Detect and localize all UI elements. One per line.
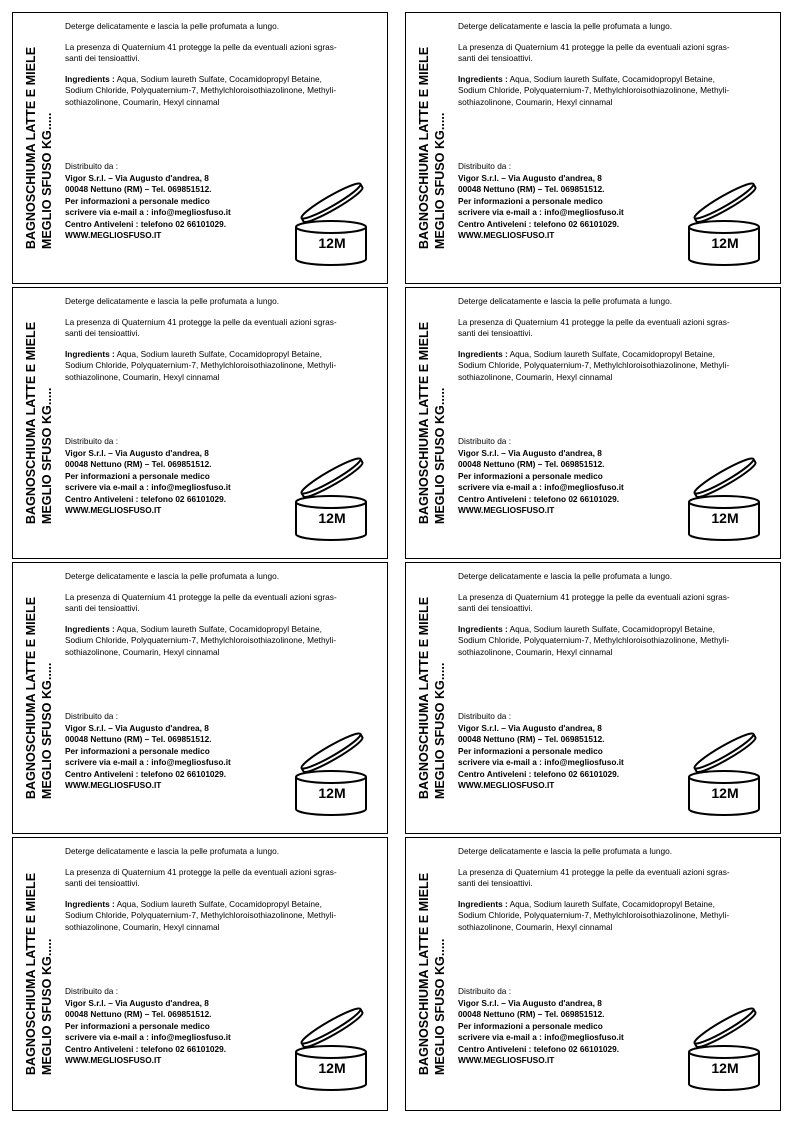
distributor-block <box>65 161 295 242</box>
ingredients-line2: Sodium Chloride, Polyquaternium-7, Methylchloroisothiazolinone, Methyli- <box>458 910 730 920</box>
period-after-opening-icon <box>686 729 764 819</box>
label-card <box>405 837 781 1111</box>
company-line: Vigor S.r.l. – Via Augusto d'andrea, 8 <box>458 172 602 183</box>
ingredients-line3: sothiazolinone, Coumarin, Hexyl cinnamal <box>458 371 613 382</box>
poison-center-line: Centro Antiveleni : telefono 02 66101029. <box>65 768 227 779</box>
vertical-product-title <box>17 563 61 833</box>
quaternium-note-line2: santi dei tensioattivi. <box>65 603 140 613</box>
product-title-line1: BAGNOSCHIUMA LATTE E MIELE <box>417 46 431 250</box>
ingredients-line1 <box>65 349 375 361</box>
website-line: WWW.MEGLIOSFUSO.IT <box>65 780 162 790</box>
address-line: 00048 Nettuno (RM) – Tel. 069851512. <box>65 1009 212 1019</box>
quaternium-note-line2: santi dei tensioattivi. <box>65 878 140 888</box>
ingredients-line3: sothiazolinone, Coumarin, Hexyl cinnamal <box>458 921 613 932</box>
ingredients-text: Aqua, Sodium laureth Sulfate, Cocamidopropyl Betaine, <box>507 348 715 359</box>
company-line: Vigor S.r.l. – Via Augusto d'andrea, 8 <box>65 722 209 733</box>
ingredients-text: Aqua, Sodium laureth Sulfate, Cocamidopropyl Betaine, <box>114 73 322 84</box>
description: Deterge delicatamente e lascia la pelle profumata a lungo. <box>65 846 280 856</box>
label-text <box>65 571 375 658</box>
company-line: Vigor S.r.l. – Via Augusto d'andrea, 8 <box>458 997 602 1008</box>
open-jar-icon <box>293 454 371 544</box>
address-line: 00048 Nettuno (RM) – Tel. 069851512. <box>65 734 212 744</box>
email-line: scrivere via e-mail a : info@megliosfuso.it <box>65 1032 231 1042</box>
ingredients-line2: Sodium Chloride, Polyquaternium-7, Methylchloroisothiazolinone, Methyli- <box>65 360 337 370</box>
period-after-opening-icon <box>686 179 764 269</box>
ingredients-text: Aqua, Sodium laureth Sulfate, Cocamidopropyl Betaine, <box>507 73 715 84</box>
quaternium-note-line2: santi dei tensioattivi. <box>65 328 140 338</box>
ingredients-line1 <box>65 624 375 636</box>
description: Deterge delicatamente e lascia la pelle profumata a lungo. <box>458 846 673 856</box>
label-card <box>405 562 781 834</box>
ingredients-text: Aqua, Sodium laureth Sulfate, Cocamidopropyl Betaine, <box>114 623 322 634</box>
email-line: scrivere via e-mail a : info@megliosfuso.it <box>458 1032 624 1042</box>
description: Deterge delicatamente e lascia la pelle profumata a lungo. <box>65 571 280 581</box>
quaternium-note-line2: santi dei tensioattivi. <box>458 53 533 63</box>
open-jar-icon <box>293 179 371 269</box>
company-line: Vigor S.r.l. – Via Augusto d'andrea, 8 <box>458 447 602 458</box>
ingredients-line3: sothiazolinone, Coumarin, Hexyl cinnamal <box>65 371 220 382</box>
distributor-block <box>65 436 295 517</box>
open-jar-icon <box>686 729 764 819</box>
product-title-line2: MEGLIO SFUSO KG..... <box>433 938 447 1076</box>
address-line: 00048 Nettuno (RM) – Tel. 069851512. <box>65 459 212 469</box>
ingredients-text: Aqua, Sodium laureth Sulfate, Cocamidopropyl Betaine, <box>114 898 322 909</box>
quaternium-note-line1: La presenza di Quaternium 41 protegge la pelle da eventuali azioni sgras- <box>458 41 730 52</box>
open-jar-icon <box>293 729 371 819</box>
ingredients-heading: Ingredients : <box>65 898 115 909</box>
label-text <box>458 571 768 658</box>
ingredients-line3: sothiazolinone, Coumarin, Hexyl cinnamal <box>65 96 220 107</box>
product-title-line2: MEGLIO SFUSO KG..... <box>433 662 447 800</box>
ingredients-heading: Ingredients : <box>458 73 508 84</box>
medical-info-line: Per informazioni a personale medico <box>65 745 210 756</box>
open-jar-icon <box>686 454 764 544</box>
ingredients-heading: Ingredients : <box>458 623 508 634</box>
medical-info-line: Per informazioni a personale medico <box>458 745 603 756</box>
address-line: 00048 Nettuno (RM) – Tel. 069851512. <box>458 184 605 194</box>
ingredients-text: Aqua, Sodium laureth Sulfate, Cocamidopropyl Betaine, <box>114 348 322 359</box>
distributor-block <box>458 986 688 1067</box>
quaternium-note-line2: santi dei tensioattivi. <box>65 53 140 63</box>
product-title-line1: BAGNOSCHIUMA LATTE E MIELE <box>24 872 38 1076</box>
period-after-opening-icon <box>293 1004 371 1094</box>
open-jar-icon <box>686 179 764 269</box>
label-text <box>65 21 375 108</box>
ingredients-heading: Ingredients : <box>458 348 508 359</box>
product-title-line1: BAGNOSCHIUMA LATTE E MIELE <box>24 46 38 250</box>
quaternium-note-line1: La presenza di Quaternium 41 protegge la pelle da eventuali azioni sgras- <box>65 591 337 602</box>
product-title-line2: MEGLIO SFUSO KG..... <box>40 938 54 1076</box>
label-text <box>458 21 768 108</box>
label-card <box>405 12 781 284</box>
poison-center-line: Centro Antiveleni : telefono 02 66101029. <box>458 768 620 779</box>
open-jar-icon <box>293 1004 371 1094</box>
poison-center-line: Centro Antiveleni : telefono 02 66101029. <box>458 1043 620 1054</box>
label-card <box>12 12 388 284</box>
label-text <box>65 296 375 383</box>
ingredients-heading: Ingredients : <box>65 73 115 84</box>
medical-info-line: Per informazioni a personale medico <box>65 1020 210 1031</box>
quaternium-note-line1: La presenza di Quaternium 41 protegge la pelle da eventuali azioni sgras- <box>65 866 337 877</box>
distributed-by-label: Distribuito da : <box>458 711 512 721</box>
pao-value: 12M <box>711 510 739 526</box>
vertical-product-title <box>410 563 454 833</box>
product-title-line1: BAGNOSCHIUMA LATTE E MIELE <box>417 596 431 800</box>
ingredients-heading: Ingredients : <box>65 348 115 359</box>
product-title-line1: BAGNOSCHIUMA LATTE E MIELE <box>24 321 38 525</box>
label-text <box>65 846 375 933</box>
poison-center-line: Centro Antiveleni : telefono 02 66101029. <box>458 493 620 504</box>
medical-info-line: Per informazioni a personale medico <box>65 470 210 481</box>
open-jar-icon <box>686 1004 764 1094</box>
distributor-block <box>65 986 295 1067</box>
website-line: WWW.MEGLIOSFUSO.IT <box>458 505 555 515</box>
ingredients-line2: Sodium Chloride, Polyquaternium-7, Methylchloroisothiazolinone, Methyli- <box>458 360 730 370</box>
poison-center-line: Centro Antiveleni : telefono 02 66101029. <box>458 218 620 229</box>
product-title-line1: BAGNOSCHIUMA LATTE E MIELE <box>417 872 431 1076</box>
address-line: 00048 Nettuno (RM) – Tel. 069851512. <box>458 1009 605 1019</box>
poison-center-line: Centro Antiveleni : telefono 02 66101029. <box>65 493 227 504</box>
label-text <box>458 846 768 933</box>
distributed-by-label: Distribuito da : <box>65 161 119 171</box>
distributed-by-label: Distribuito da : <box>458 161 512 171</box>
product-title-line2: MEGLIO SFUSO KG..... <box>40 662 54 800</box>
ingredients-line3: sothiazolinone, Coumarin, Hexyl cinnamal <box>458 96 613 107</box>
ingredients-line1 <box>458 624 768 636</box>
company-line: Vigor S.r.l. – Via Augusto d'andrea, 8 <box>458 722 602 733</box>
description: Deterge delicatamente e lascia la pelle profumata a lungo. <box>65 21 280 31</box>
company-line: Vigor S.r.l. – Via Augusto d'andrea, 8 <box>65 172 209 183</box>
ingredients-line1 <box>458 349 768 361</box>
ingredients-line2: Sodium Chloride, Polyquaternium-7, Methylchloroisothiazolinone, Methyli- <box>458 635 730 645</box>
company-line: Vigor S.r.l. – Via Augusto d'andrea, 8 <box>65 447 209 458</box>
ingredients-line2: Sodium Chloride, Polyquaternium-7, Methylchloroisothiazolinone, Methyli- <box>65 910 337 920</box>
vertical-product-title <box>17 838 61 1110</box>
distributor-block <box>458 161 688 242</box>
quaternium-note-line1: La presenza di Quaternium 41 protegge la pelle da eventuali azioni sgras- <box>458 591 730 602</box>
description: Deterge delicatamente e lascia la pelle profumata a lungo. <box>458 21 673 31</box>
email-line: scrivere via e-mail a : info@megliosfuso.it <box>65 207 231 217</box>
medical-info-line: Per informazioni a personale medico <box>458 195 603 206</box>
period-after-opening-icon <box>293 454 371 544</box>
medical-info-line: Per informazioni a personale medico <box>65 195 210 206</box>
pao-value: 12M <box>711 1060 739 1076</box>
label-card <box>12 562 388 834</box>
medical-info-line: Per informazioni a personale medico <box>458 470 603 481</box>
ingredients-line2: Sodium Chloride, Polyquaternium-7, Methylchloroisothiazolinone, Methyli- <box>458 85 730 95</box>
description: Deterge delicatamente e lascia la pelle profumata a lungo. <box>458 296 673 306</box>
description: Deterge delicatamente e lascia la pelle profumata a lungo. <box>65 296 280 306</box>
label-card <box>12 837 388 1111</box>
address-line: 00048 Nettuno (RM) – Tel. 069851512. <box>458 459 605 469</box>
quaternium-note-line2: santi dei tensioattivi. <box>458 328 533 338</box>
pao-value: 12M <box>318 785 346 801</box>
distributed-by-label: Distribuito da : <box>65 436 119 446</box>
vertical-product-title <box>410 288 454 558</box>
product-title-line1: BAGNOSCHIUMA LATTE E MIELE <box>24 596 38 800</box>
period-after-opening-icon <box>686 454 764 544</box>
ingredients-line3: sothiazolinone, Coumarin, Hexyl cinnamal <box>65 921 220 932</box>
website-line: WWW.MEGLIOSFUSO.IT <box>65 230 162 240</box>
quaternium-note-line1: La presenza di Quaternium 41 protegge la pelle da eventuali azioni sgras- <box>65 41 337 52</box>
distributor-block <box>458 711 688 792</box>
vertical-product-title <box>410 13 454 283</box>
product-title-line2: MEGLIO SFUSO KG..... <box>40 387 54 525</box>
ingredients-line2: Sodium Chloride, Polyquaternium-7, Methylchloroisothiazolinone, Methyli- <box>65 635 337 645</box>
pao-value: 12M <box>711 235 739 251</box>
product-title-line2: MEGLIO SFUSO KG..... <box>40 112 54 250</box>
website-line: WWW.MEGLIOSFUSO.IT <box>458 780 555 790</box>
quaternium-note-line1: La presenza di Quaternium 41 protegge la pelle da eventuali azioni sgras- <box>65 316 337 327</box>
product-title-line2: MEGLIO SFUSO KG..... <box>433 387 447 525</box>
quaternium-note-line1: La presenza di Quaternium 41 protegge la pelle da eventuali azioni sgras- <box>458 316 730 327</box>
ingredients-heading: Ingredients : <box>458 898 508 909</box>
email-line: scrivere via e-mail a : info@megliosfuso.it <box>65 482 231 492</box>
period-after-opening-icon <box>293 179 371 269</box>
product-title-line1: BAGNOSCHIUMA LATTE E MIELE <box>417 321 431 525</box>
distributed-by-label: Distribuito da : <box>458 436 512 446</box>
website-line: WWW.MEGLIOSFUSO.IT <box>65 505 162 515</box>
website-line: WWW.MEGLIOSFUSO.IT <box>65 1055 162 1065</box>
label-card <box>12 287 388 559</box>
ingredients-line1 <box>65 74 375 86</box>
address-line: 00048 Nettuno (RM) – Tel. 069851512. <box>65 184 212 194</box>
distributed-by-label: Distribuito da : <box>458 986 512 996</box>
ingredients-line1 <box>458 899 768 911</box>
ingredients-text: Aqua, Sodium laureth Sulfate, Cocamidopropyl Betaine, <box>507 898 715 909</box>
ingredients-text: Aqua, Sodium laureth Sulfate, Cocamidopropyl Betaine, <box>507 623 715 634</box>
pao-value: 12M <box>711 785 739 801</box>
quaternium-note-line1: La presenza di Quaternium 41 protegge la pelle da eventuali azioni sgras- <box>458 866 730 877</box>
pao-value: 12M <box>318 235 346 251</box>
ingredients-line1 <box>458 74 768 86</box>
ingredients-heading: Ingredients : <box>65 623 115 634</box>
label-card <box>405 287 781 559</box>
label-text <box>458 296 768 383</box>
description: Deterge delicatamente e lascia la pelle profumata a lungo. <box>458 571 673 581</box>
ingredients-line1 <box>65 899 375 911</box>
ingredients-line3: sothiazolinone, Coumarin, Hexyl cinnamal <box>458 646 613 657</box>
distributed-by-label: Distribuito da : <box>65 711 119 721</box>
email-line: scrivere via e-mail a : info@megliosfuso.it <box>458 757 624 767</box>
period-after-opening-icon <box>686 1004 764 1094</box>
poison-center-line: Centro Antiveleni : telefono 02 66101029. <box>65 1043 227 1054</box>
email-line: scrivere via e-mail a : info@megliosfuso.it <box>458 482 624 492</box>
vertical-product-title <box>17 13 61 283</box>
ingredients-line2: Sodium Chloride, Polyquaternium-7, Methylchloroisothiazolinone, Methyli- <box>65 85 337 95</box>
pao-value: 12M <box>318 1060 346 1076</box>
email-line: scrivere via e-mail a : info@megliosfuso.it <box>65 757 231 767</box>
period-after-opening-icon <box>293 729 371 819</box>
address-line: 00048 Nettuno (RM) – Tel. 069851512. <box>458 734 605 744</box>
distributor-block <box>65 711 295 792</box>
email-line: scrivere via e-mail a : info@megliosfuso.it <box>458 207 624 217</box>
distributor-block <box>458 436 688 517</box>
medical-info-line: Per informazioni a personale medico <box>458 1020 603 1031</box>
vertical-product-title <box>17 288 61 558</box>
distributed-by-label: Distribuito da : <box>65 986 119 996</box>
website-line: WWW.MEGLIOSFUSO.IT <box>458 1055 555 1065</box>
product-title-line2: MEGLIO SFUSO KG..... <box>433 112 447 250</box>
poison-center-line: Centro Antiveleni : telefono 02 66101029. <box>65 218 227 229</box>
quaternium-note-line2: santi dei tensioattivi. <box>458 603 533 613</box>
ingredients-line3: sothiazolinone, Coumarin, Hexyl cinnamal <box>65 646 220 657</box>
vertical-product-title <box>410 838 454 1110</box>
company-line: Vigor S.r.l. – Via Augusto d'andrea, 8 <box>65 997 209 1008</box>
pao-value: 12M <box>318 510 346 526</box>
website-line: WWW.MEGLIOSFUSO.IT <box>458 230 555 240</box>
quaternium-note-line2: santi dei tensioattivi. <box>458 878 533 888</box>
